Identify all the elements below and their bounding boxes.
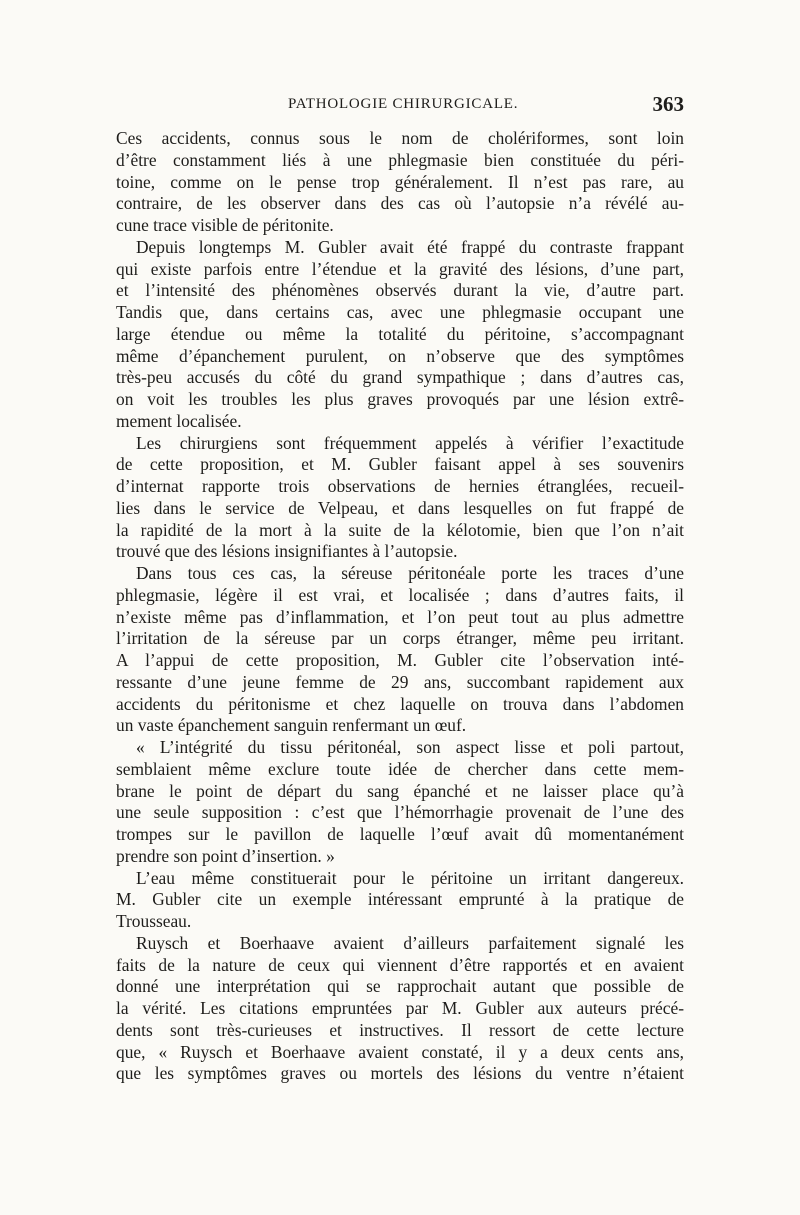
text-line: donné une interprétation qui se rapprochait autant que possible de — [116, 976, 684, 997]
text-line: Les chirurgiens sont fréquemment appelés à vérifier l’exactitude — [136, 432, 684, 453]
text-line: Dans tous ces cas, la séreuse péritonéale porte les traces d’une — [136, 563, 684, 583]
text-line: trouvé que des lésions insignifiantes à l’autopsie. — [116, 541, 458, 562]
text-line: on voit les troubles les plus graves provoqués par une lésion extrê- — [116, 389, 684, 409]
text-line: semblaient même exclure toute idée de chercher dans cette mem- — [116, 758, 684, 779]
text-line: Trousseau. — [116, 911, 192, 931]
running-title: PATHOLOGIE CHIRURGICALE. — [288, 96, 519, 112]
text-line: « L’intégrité du tissu péritonéal, son aspect lisse et poli partout, — [136, 737, 684, 757]
text-line: et l’intensité des phénomènes observés durant la vie, d’autre part. — [116, 280, 684, 301]
page-header — [116, 92, 684, 120]
text-line: Depuis longtemps M. Gubler avait été frappé du contraste frappant — [136, 236, 684, 257]
text-line: un vaste épanchement sanguin renfermant un œuf. — [116, 715, 467, 736]
text-line: n’existe même pas d’inflammation, et l’on peut tout au plus admettre — [116, 606, 684, 627]
text-line: de cette proposition, et M. Gubler faisant appel à ses souvenirs — [116, 454, 684, 475]
text-line: Ruysch et Boerhaave avaient d’ailleurs parfaitement signalé les — [136, 932, 684, 953]
text-line: contraire, de les observer dans des cas où l’autopsie n’a révélé au- — [116, 193, 684, 214]
text-line: très-peu accusés du côté du grand sympathique ; dans d’autres cas, — [116, 367, 684, 388]
text-line: lies dans le service de Velpeau, et dans lesquelles on fut frappé de — [116, 497, 684, 518]
text-line: prendre son point d’insertion. » — [116, 845, 335, 866]
text-line: A l’appui de cette proposition, M. Gubler cite l’observation inté- — [116, 650, 684, 670]
body-text — [116, 128, 684, 1085]
text-line: une seule supposition : c’est que l’hémorrhagie provenait de l’une des — [116, 802, 684, 823]
text-line: que, « Ruysch et Boerhaave avaient constaté, il y a deux cents ans, — [116, 1041, 684, 1062]
text-line: même d’épanchement purulent, on n’observe que des symptômes — [116, 345, 684, 366]
text-line: toine, comme on le pense trop généralement. Il n’est pas rare, au — [116, 171, 684, 192]
text-line: Tandis que, dans certains cas, avec une phlegmasie occupant une — [116, 302, 684, 322]
text-line: mement localisée. — [116, 410, 242, 431]
text-line: que les symptômes graves ou mortels des lésions du ventre n’étaient — [116, 1063, 684, 1084]
text-line: phlegmasie, légère il est vrai, et localisée ; dans d’autres faits, il — [116, 584, 684, 605]
page-number: 363 — [652, 92, 684, 116]
text-line: large étendue ou même la totalité du péritoine, s’accompagnant — [116, 323, 684, 344]
text-line: la vérité. Les citations empruntées par M. Gubler aux auteurs précé- — [116, 998, 684, 1018]
text-line: accidents du péritonisme et chez laquelle on trouva dans l’abdomen — [116, 693, 684, 714]
text-line: Ces accidents, connus sous le nom de cholériformes, sont loin — [116, 128, 684, 148]
text-line: trompes sur le pavillon de laquelle l’œuf avait dû momentanément — [116, 824, 684, 844]
text-line: faits de la nature de ceux qui viennent d’être rapportés et en avaient — [116, 954, 684, 975]
text-line: d’internat rapporte trois observations de hernies étranglées, recueil- — [116, 476, 684, 496]
text-line: ressante d’une jeune femme de 29 ans, succombant rapidement aux — [116, 671, 684, 692]
text-line: cune trace visible de péritonite. — [116, 215, 334, 235]
text-line: d’être constamment liés à une phlegmasie bien constituée du péri- — [116, 149, 684, 170]
text-line: l’irritation de la séreuse par un corps étranger, même peu irritant. — [116, 628, 684, 649]
text-line: brane le point de départ du sang épanché et ne laisser place qu’à — [116, 780, 684, 801]
text-line: la rapidité de la mort à la suite de la kélotomie, bien que l’on n’ait — [116, 519, 684, 540]
text-line: dents sont très-curieuses et instructives. Il ressort de cette lecture — [116, 1019, 684, 1040]
text-line: qui existe parfois entre l’étendue et la gravité des lésions, d’une part, — [116, 258, 684, 279]
text-line: M. Gubler cite un exemple intéressant emprunté à la pratique de — [116, 889, 684, 910]
text-line: L’eau même constituerait pour le péritoine un irritant dangereux. — [136, 867, 684, 888]
